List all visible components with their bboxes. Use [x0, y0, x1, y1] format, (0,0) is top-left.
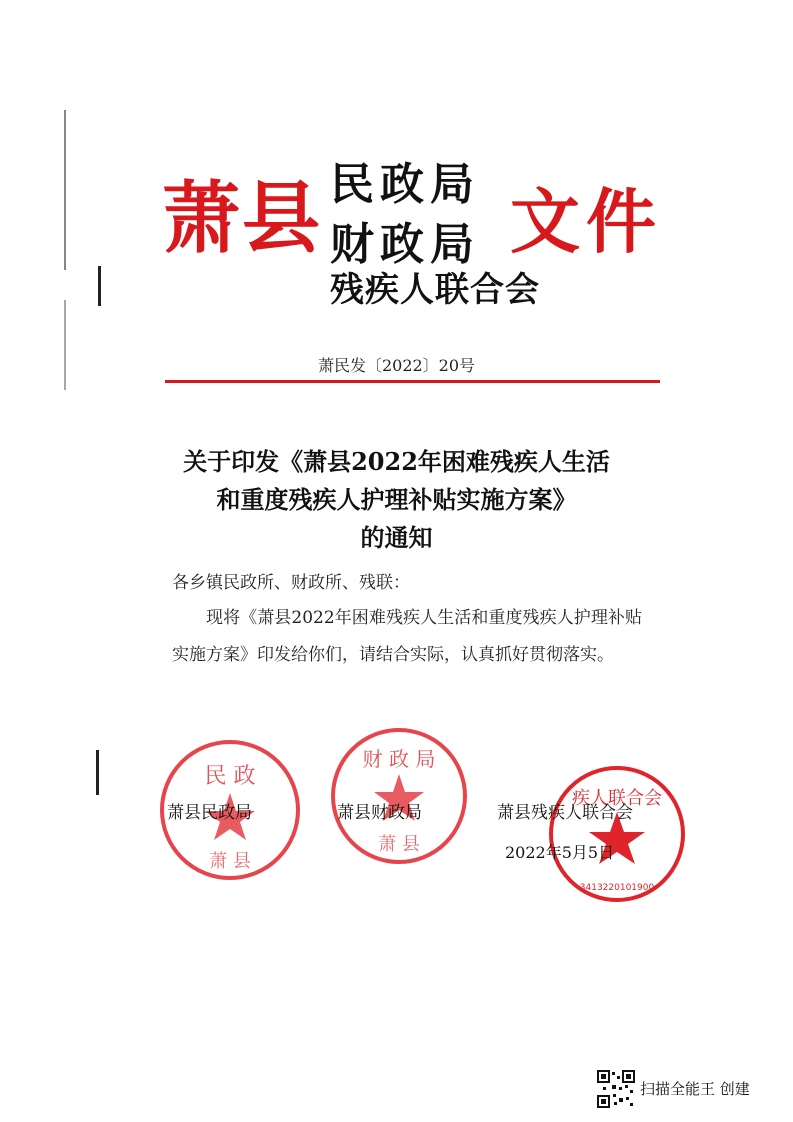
- title-line-2: 和重度残疾人护理补贴实施方案》: [216, 485, 577, 514]
- scan-edge-mark: [98, 266, 101, 306]
- signature-disabled-federation: 萧县残疾人联合会: [497, 803, 633, 823]
- svg-text:民 政: 民 政: [204, 764, 256, 789]
- body-paragraph: 现将《萧县2022年困难残疾人生活和重度残疾人护理补贴实施方案》印发给你们，请结合实际，认真抓好贯彻落实。: [172, 608, 642, 665]
- header-bureau-finance: 财政局: [330, 219, 480, 270]
- scan-edge-mark: [64, 110, 66, 270]
- finance-seal: [325, 722, 473, 870]
- red-divider: [165, 380, 660, 383]
- issue-date: 2022年5月5日: [505, 843, 615, 862]
- svg-text:萧 县: 萧 县: [378, 834, 420, 855]
- svg-text:财 政 局: 财 政 局: [362, 747, 436, 771]
- qr-code-icon: [597, 1070, 635, 1108]
- scan-edge-mark: [64, 300, 66, 390]
- seal-number: 3413220101900: [579, 883, 655, 893]
- header-doc-type: 文件: [510, 180, 662, 263]
- svg-text:萧 县: 萧 县: [209, 851, 251, 872]
- signature-civil-affairs: 萧县民政局: [167, 803, 252, 823]
- header-county: 萧县: [162, 173, 323, 264]
- header-bureau-civil: 民政局: [330, 159, 480, 210]
- title-line-1: 关于印发《萧县2022年困难残疾人生活: [183, 447, 610, 476]
- signature-finance: 萧县财政局: [337, 803, 422, 823]
- header-bureau-disabled: 残疾人联合会: [330, 270, 540, 310]
- salutation: 各乡镇民政所、财政所、残联：: [172, 573, 410, 593]
- document-number: 萧民发〔2022〕20号: [317, 356, 476, 375]
- title-line-3: 的通知: [360, 523, 433, 552]
- disabled-federation-seal: [545, 762, 690, 907]
- scan-edge-mark: [96, 750, 99, 795]
- svg-text:疾人联合会: 疾人联合会: [572, 788, 662, 809]
- scanner-brand: 扫描全能王 创建: [640, 1080, 750, 1098]
